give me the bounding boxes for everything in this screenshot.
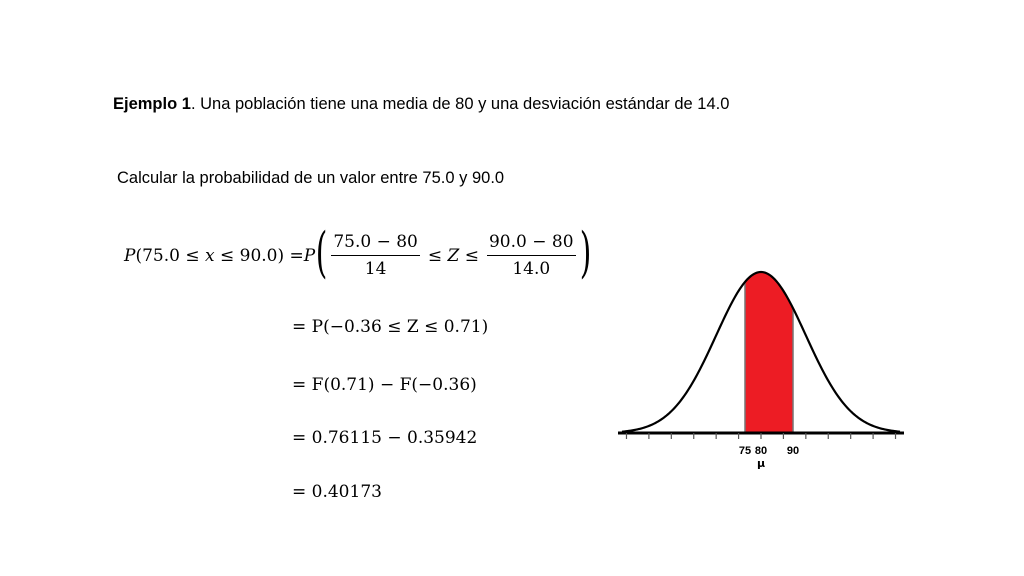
equation-step-1: = P(−0.36 ≤ Z ≤ 0.71) xyxy=(292,317,489,337)
left-paren: ( xyxy=(315,221,328,284)
axis-tick-label: 90 xyxy=(786,445,800,457)
axis-tick-label: 80 xyxy=(754,445,768,457)
axis-tick-label: 75 xyxy=(738,445,752,457)
equation-lhs: P(75.0 ≤ x ≤ 90.0) = xyxy=(124,246,304,266)
normal-distribution-chart xyxy=(610,255,910,480)
fraction-upper-denominator: 14.0 xyxy=(512,259,551,279)
z-inequality: ≤ Z ≤ xyxy=(427,246,479,266)
question-text: Calcular la probabilidad de un valor entre 75.0 y 90.0 xyxy=(117,169,505,187)
axis-tick-labels xyxy=(739,445,799,457)
main-equation xyxy=(124,221,592,286)
example-heading-bold: Ejemplo 1 xyxy=(113,95,191,113)
example-heading xyxy=(113,95,729,114)
right-paren: ) xyxy=(579,221,591,284)
fraction-lower-denominator: 14 xyxy=(364,259,387,279)
fraction-upper-numerator: 90.0 − 80 xyxy=(487,233,576,256)
fraction-lower xyxy=(331,233,420,278)
fraction-lower-numerator: 75.0 − 80 xyxy=(331,233,420,256)
equation-variable: x xyxy=(205,246,215,266)
example-heading-text: . Una población tiene una media de 80 y una desviación estándar de 14.0 xyxy=(190,95,730,113)
equation-p: P xyxy=(303,246,316,266)
fraction-upper xyxy=(487,233,576,278)
equation-step-3: = 0.76115 − 0.35942 xyxy=(292,428,478,448)
equation-step-4: = 0.40173 xyxy=(292,482,382,502)
mean-label: μ xyxy=(756,457,766,470)
equation-step-2: = F(0.71) − F(−0.36) xyxy=(292,375,477,395)
